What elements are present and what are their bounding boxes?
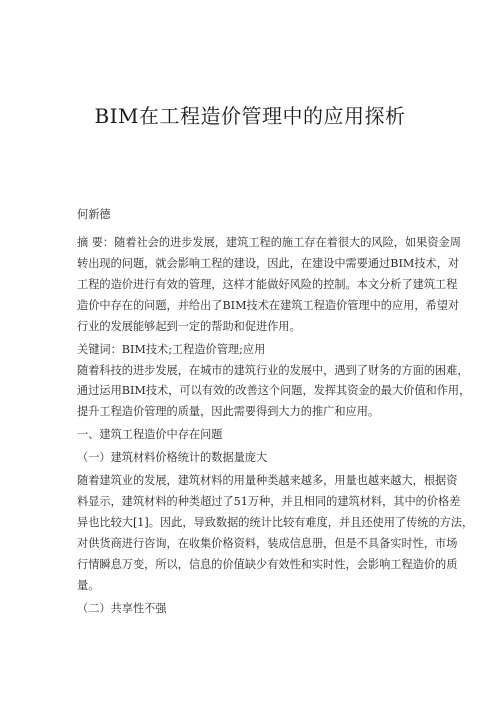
intro-line: 通过运用BIM技术，可以有效的改善这个问题，发挥其资金的最大价值和作用， — [77, 384, 471, 397]
body-line: 量。 — [77, 579, 100, 592]
subsection-heading: （一）建筑材料价格统计的数据量庞大 — [77, 451, 268, 464]
body-line: 随着建筑业的发展，建筑材料的用量种类越来越多，用量也越来越大，根据资 — [77, 474, 458, 487]
abstract-line: 行业的发展能够起到一定的帮助和促进作用。 — [77, 320, 301, 333]
abstract-line: 工程的造价进行有效的管理，这样才能做好风险的控制。本文分析了建筑工程 — [77, 278, 458, 291]
keywords: 关键词：BIM技术;工程造价管理;应用 — [77, 343, 266, 356]
abstract-line: 造价中存在的问题，并给出了BIM技术在建筑工程造价管理中的应用，希望对 — [77, 299, 460, 312]
intro-line: 提升工程造价管理的质量，因此需要得到大力的推广和应用。 — [77, 405, 380, 418]
body-line: 行情瞬息万变，所以，信息的价值缺少有效性和实时性，会影响工程造价的质 — [77, 558, 458, 571]
author-name: 何新德 — [77, 208, 111, 221]
abstract-line: 摘 要：随着社会的进步发展，建筑工程的施工存在着很大的风险，如果资金周 — [77, 236, 461, 249]
body-line: 对供货商进行咨询，在收集价格资料，装成信息册，但是不具备实时性，市场 — [77, 537, 458, 550]
subsection-heading: （二）共享性不强 — [77, 602, 167, 615]
intro-line: 随着科技的进步发展，在城市的建筑行业的发展中，遇到了财务的方面的困难， — [77, 364, 469, 377]
abstract-line: 转出现的问题，就会影响工程的建设，因此，在建设中需要通过BIM技术，对 — [77, 257, 460, 270]
body-line: 异也比较大[1]。因此，导致数据的统计比较有难度，并且还使用了传统的方法， — [77, 516, 474, 529]
paper-title: BIM在工程造价管理中的应用探析 — [94, 104, 406, 128]
section-heading: 一、建筑工程造价中存在问题 — [77, 428, 223, 441]
body-line: 料显示，建筑材料的种类超过了51万种，并且相同的建筑材料，其中的价格差 — [77, 495, 461, 508]
